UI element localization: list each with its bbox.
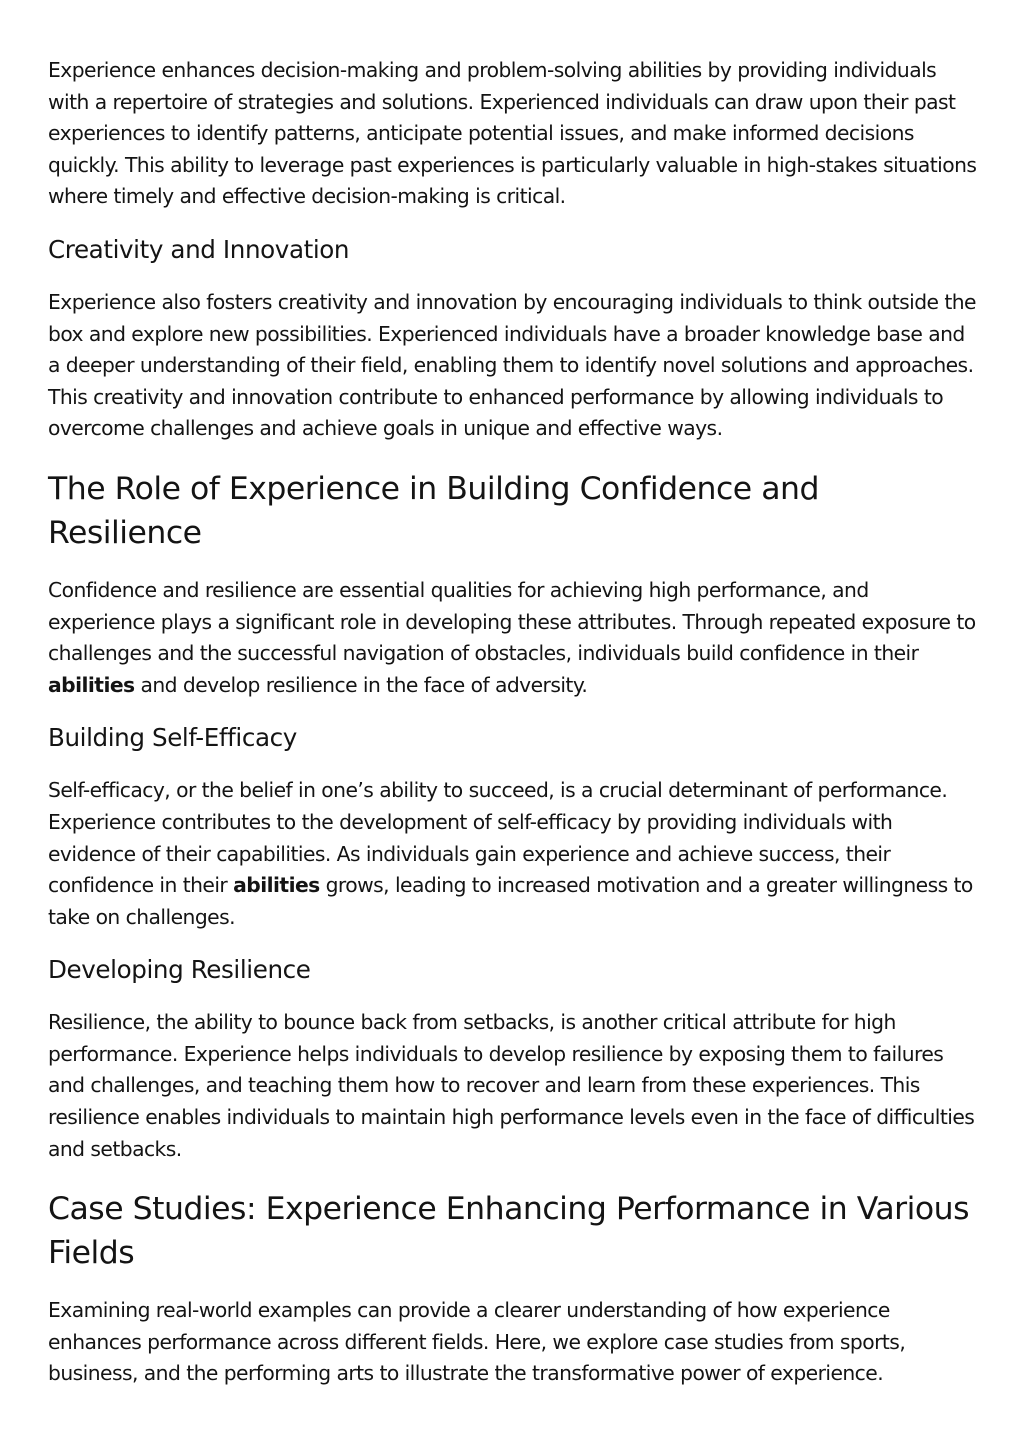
paragraph-resilience: Resilience, the ability to bounce back from setbacks, is another critical attribute for high performance. Experience helps individuals to develop resilience by exposing them to failures and challenges, and teaching them how to recover and learn from these experiences. This resilience enables individuals to maintain high performance levels even in the face of difficulties and setbacks. (48, 1010, 975, 1161)
heading-case-studies: Case Studies: Experience Enhancing Performance in Various Fields (48, 1191, 970, 1272)
paragraph-self-efficacy (48, 775, 978, 933)
paragraph-decision-making: Experience enhances decision-making and problem-solving abilities by providing individuals with a repertoire of strategies and solutions. Experienced individuals can draw upon their past experiences to identify patterns, anticipate potential issues, and make informed decisions quickly. This ability to leverage past experiences is particularly valuable in high-stakes situations where timely and effective decision-making is critical. (48, 58, 977, 209)
text-segment: Self-efficacy, or the belief in one’s ability to succeed, is a crucial determinant of performance. Experience contributes to the development of self-efficacy by providing individuals with evidence of their capabilities. As individuals gain experience and achieve success, their confidence in their (48, 778, 948, 898)
heading-creativity-innovation: Creativity and Innovation (48, 234, 350, 264)
paragraph-confidence-intro (48, 575, 978, 701)
paragraph-case-studies: Examining real-world examples can provide a clearer understanding of how experience enhances performance across different fields. Here, we explore case studies from sports, business, and the performing arts to illustrate the transformative power of experience. (48, 1298, 906, 1386)
text-segment: Confidence and resilience are essential qualities for achieving high performance, and experience plays a significant role in developing these attributes. Through repeated exposure to challenges and the successful navigation of obstacles, individuals build confidence in their (48, 577, 976, 666)
text-segment: grows, leading to increased motivation and a greater willingness to take on challenges. (48, 873, 973, 929)
bold-term-abilities: abilities (233, 873, 320, 898)
heading-confidence-resilience: The Role of Experience in Building Confidence and Resilience (48, 470, 819, 551)
heading-developing-resilience: Developing Resilience (48, 955, 311, 985)
document-page (48, 55, 978, 1390)
heading-self-efficacy: Building Self-Efficacy (48, 723, 297, 753)
text-segment: and develop resilience in the face of adversity. (134, 672, 588, 697)
bold-term-abilities: abilities (48, 672, 135, 697)
paragraph-creativity: Experience also fosters creativity and innovation by encouraging individuals to think outside the box and explore new possibilities. Experienced individuals have a broader knowledge base and a deeper understanding of their field, enabling them to identify novel solutions and approaches. This creativity and innovation contribute to enhanced performance by allowing individuals to overcome challenges and achieve goals in unique and effective ways. (48, 289, 976, 441)
